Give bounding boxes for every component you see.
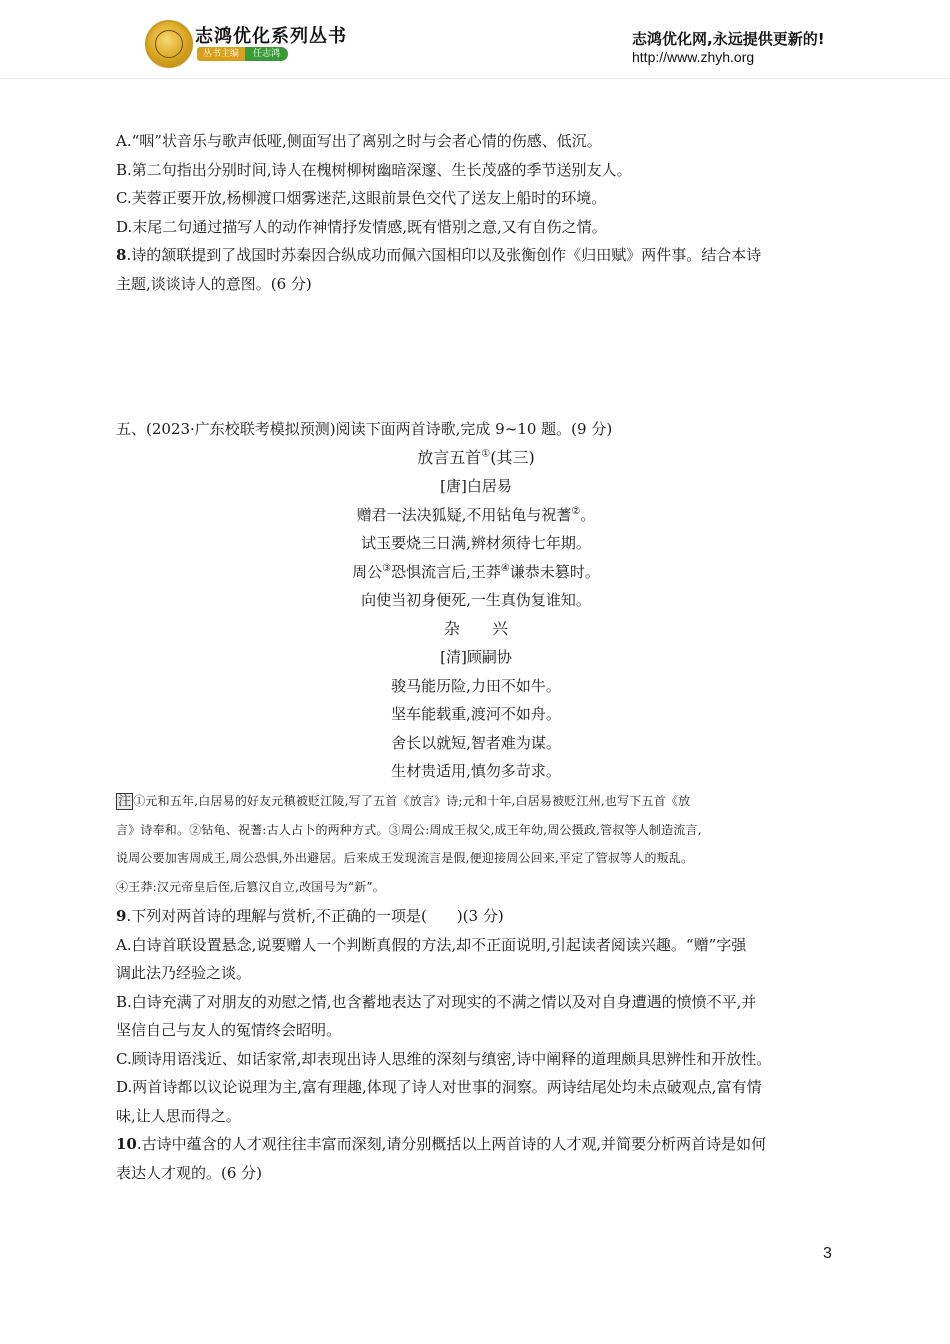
q8-line-1: 8.诗的颔联提到了战国时苏秦因合纵成功而佩六国相印以及张衡创作《归田赋》两件事。结合本诗 — [116, 246, 762, 264]
note-line: ④王莽:汉元帝皇后侄,后篡汉自立,改国号为“新”。 — [116, 879, 385, 894]
poem-1-author: [唐]白居易 — [440, 477, 512, 495]
poem-1-line: 周公③恐惧流言后,王莽④谦恭未篡时。 — [352, 562, 600, 581]
page-header — [0, 0, 950, 78]
poem-notes — [116, 787, 846, 901]
q7-option-d: D.末尾二句通过描写人的动作神情抒发情感,既有惜别之意,又有自伤之情。 — [116, 217, 607, 236]
site-slogan: 志鸿优化网,永远提供更新的! — [632, 30, 825, 48]
series-title: 志鸿优化系列丛书 — [195, 26, 347, 47]
poem-2-title: 杂 兴 — [443, 618, 508, 638]
q7-option-c: C.芙蓉正要开放,杨柳渡口烟雾迷茫,这眼前景色交代了送友上船时的环境。 — [116, 189, 607, 207]
poem-1-title: 放言五首①(其三) — [417, 447, 535, 467]
q7-option-b: B.第二句指出分别时间,诗人在槐树柳树幽暗深邃、生长茂盛的季节送别友人。 — [116, 160, 632, 179]
poem-1-line: 赠君一法决狐疑,不用钻龟与祝蓍②。 — [356, 505, 596, 524]
poem-2-line: 坚车能载重,渡河不如舟。 — [391, 705, 561, 723]
editor-badge — [197, 47, 288, 61]
section-5 — [116, 415, 836, 786]
poem-2-line: 舍长以就短,智者难为谋。 — [391, 733, 561, 752]
editor-name: 任志鸿 — [245, 47, 288, 61]
q7-options — [116, 127, 836, 298]
header-divider — [0, 78, 950, 79]
note-line: 言》诗奉和。②钻龟、祝蓍:古人占卜的两种方式。③周公:周成王叔父,成王年幼,周公摄政,管叔等人制造流言, — [116, 822, 702, 837]
q9-option-b: B.白诗充满了对朋友的劝慰之情,也含蓄地表达了对现实的不满之情以及对自身遭遇的愤愤不平,并 — [116, 992, 757, 1011]
q9-option-d-cont: 味,让人思而得之。 — [116, 1106, 241, 1125]
q9-stem: 9.下列对两首诗的理解与赏析,不正确的一项是( )(3 分) — [116, 907, 504, 925]
poem-2-author: [清]顾嗣协 — [440, 648, 512, 666]
q9-option-a-cont: 调此法乃经验之谈。 — [116, 964, 252, 982]
poem-1-line: 向使当初身便死,一生真伪复谁知。 — [361, 591, 591, 609]
q9-q10 — [116, 902, 836, 1187]
site-url[interactable]: http://www.zhyh.org — [632, 49, 755, 65]
note-tag: 注 — [118, 794, 132, 809]
note-line: 说周公要加害周成王,周公恐惧,外出避居。后来成王发现流言是假,便迎接周公回来,平定了管叔等人的叛乱。 — [116, 851, 694, 865]
q9-option-b-cont: 坚信自己与友人的冤情终会昭明。 — [116, 1021, 342, 1039]
q10-line-1: 10.古诗中蕴含的人才观往往丰富而深刻,请分别概括以上两首诗的人才观,并简要分析两首诗是如何 — [116, 1135, 767, 1153]
q10-number: 10 — [116, 1135, 137, 1153]
q8-line-2: 主题,谈谈诗人的意图。(6 分) — [116, 274, 312, 293]
poem-2-line: 骏马能历险,力田不如牛。 — [391, 676, 561, 695]
series-logo-icon — [145, 20, 193, 68]
q9-option-a: A.白诗首联设置悬念,说要赠人一个判断真假的方法,却不正面说明,引起读者阅读兴趣。“赠”字强 — [116, 935, 747, 954]
q10-line-2: 表达人才观的。(6 分) — [116, 1163, 263, 1182]
q8-number: 8 — [116, 246, 127, 264]
note-line: 注 ①元和五年,白居易的好友元稹被贬江陵,写了五首《放言》诗;元和十年,白居易被贬江州,也写下五首《放 — [118, 794, 691, 809]
page-number: 3 — [823, 1245, 832, 1262]
section-5-heading: 五、(2023·广东校联考模拟预测)阅读下面两首诗歌,完成 9~10 题。(9 分) — [116, 420, 613, 438]
q7-option-a: A.“咽”状音乐与歌声低哑,侧面写出了离别之时与会者心情的伤感、低沉。 — [116, 132, 602, 150]
poem-2-line: 生材贵适用,慎勿多苛求。 — [391, 762, 561, 780]
poem-1-line: 试玉要烧三日满,辨材须待七年期。 — [361, 534, 591, 552]
q9-number: 9 — [116, 907, 127, 925]
editor-label: 丛书主编 — [197, 47, 245, 61]
q9-option-c: C.顾诗用语浅近、如话家常,却表现出诗人思维的深刻与缜密,诗中阐释的道理颇具思辨性和开放性。 — [116, 1049, 772, 1068]
q9-option-d: D.两首诗都以议论说理为主,富有理趣,体现了诗人对世事的洞察。两诗结尾处均未点破观点,富有情 — [116, 1078, 762, 1096]
